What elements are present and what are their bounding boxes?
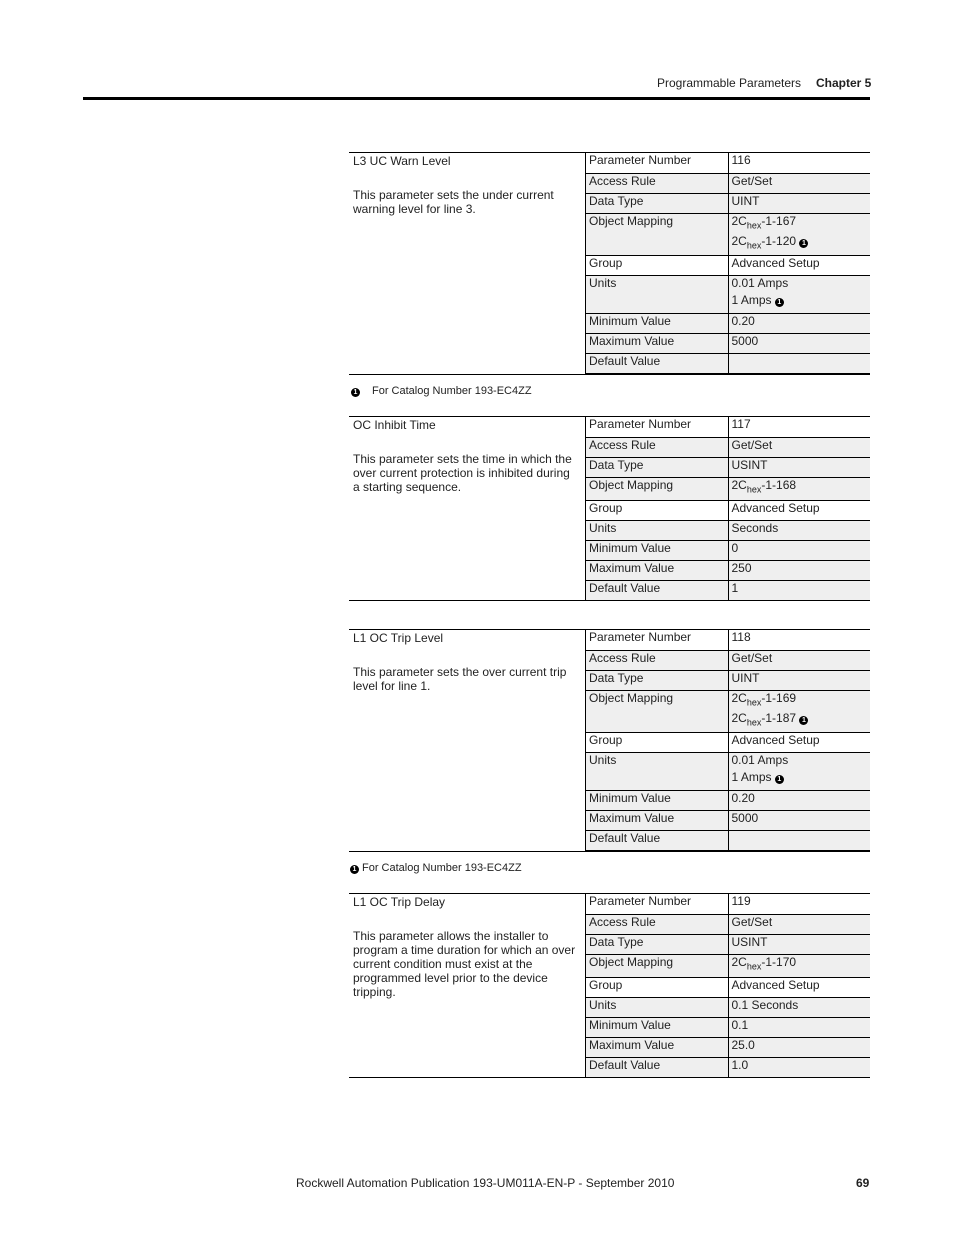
row-value (728, 752, 870, 790)
row-label: Data Type (586, 193, 729, 213)
footnote (350, 862, 522, 874)
row-label: Minimum Value (586, 313, 729, 333)
row-label: Minimum Value (586, 1017, 729, 1037)
row-value: 0.1 Seconds (728, 997, 870, 1017)
footnote-marker-icon: 1 (351, 388, 360, 397)
mapping-suffix: -1-169 (761, 690, 797, 705)
row-label: Default Value (586, 353, 729, 373)
mapping-suffix: -1-170 (761, 954, 797, 969)
row-label: Maximum Value (586, 333, 729, 353)
row-value: 25.0 (728, 1037, 870, 1057)
row-value: 118 (728, 630, 870, 650)
row-value (728, 830, 870, 850)
row-label: Default Value (586, 580, 729, 600)
row-label: Parameter Number (586, 894, 729, 914)
footnote-text: For Catalog Number 193-EC4ZZ (362, 862, 522, 874)
row-value: 0.1 (728, 1017, 870, 1037)
row-label: Object Mapping (586, 954, 729, 977)
row-value: USINT (728, 457, 870, 477)
param-block-118 (349, 629, 870, 852)
param-description-column (349, 894, 585, 1077)
object-mapping-line (732, 214, 868, 232)
row-value: USINT (728, 934, 870, 954)
row-value: Seconds (728, 520, 870, 540)
row-value: 1 (728, 580, 870, 600)
param-properties-table (585, 153, 870, 374)
row-value: Advanced Setup (728, 255, 870, 275)
mapping-suffix: -1-167 (761, 213, 797, 228)
mapping-subscript: hex (746, 960, 762, 971)
param-properties-table (585, 894, 870, 1078)
header-section-title: Programmable Parameters (657, 76, 802, 90)
footnote-marker-icon: 1 (799, 239, 808, 248)
param-properties-table (585, 630, 870, 851)
footnote (351, 385, 532, 397)
row-label: Parameter Number (586, 630, 729, 650)
mapping-suffix: -1-120 (761, 233, 797, 248)
row-value: Advanced Setup (728, 500, 870, 520)
mapping-subscript: hex (746, 717, 762, 728)
param-description: This parameter allows the installer to program a time duration for which an over current condition must exist at the programmed level prior to the device tripping. (353, 929, 576, 999)
row-label: Minimum Value (586, 540, 729, 560)
footnote-marker-icon: 1 (799, 716, 808, 725)
param-block-116 (349, 152, 870, 375)
row-label: Object Mapping (586, 213, 729, 255)
footnote-text: For Catalog Number 193-EC4ZZ (372, 385, 532, 397)
param-description-column (349, 417, 585, 600)
row-label: Access Rule (586, 914, 729, 934)
row-label: Units (586, 997, 729, 1017)
row-value: 116 (728, 153, 870, 173)
param-name: L1 OC Trip Delay (353, 895, 446, 909)
row-label: Data Type (586, 457, 729, 477)
mapping-suffix: -1-168 (761, 477, 797, 492)
row-value: UINT (728, 670, 870, 690)
row-label: Default Value (586, 830, 729, 850)
row-label: Group (586, 977, 729, 997)
mapping-suffix: -1-187 (761, 710, 797, 725)
row-value (728, 353, 870, 373)
footnote-marker-icon: 1 (350, 865, 359, 874)
row-value (728, 275, 870, 313)
row-value: 0 (728, 540, 870, 560)
mapping-prefix: 2C (731, 477, 747, 492)
param-name: OC Inhibit Time (353, 418, 436, 432)
row-value: Get/Set (728, 437, 870, 457)
row-value: Get/Set (728, 173, 870, 193)
units-line: 0.01 Amps (731, 275, 789, 290)
units-line (732, 293, 868, 307)
row-label: Object Mapping (586, 690, 729, 732)
param-block-117 (349, 416, 870, 601)
row-label: Minimum Value (586, 790, 729, 810)
row-value: 119 (728, 894, 870, 914)
row-value: 0.20 (728, 313, 870, 333)
units-value: 1 Amps (731, 769, 772, 784)
row-value: Advanced Setup (728, 977, 870, 997)
object-mapping-line (732, 711, 868, 729)
row-value (728, 213, 870, 255)
row-value: Get/Set (728, 914, 870, 934)
units-line: 0.01 Amps (731, 752, 789, 767)
row-label: Units (586, 752, 729, 790)
mapping-prefix: 2C (731, 954, 747, 969)
row-label: Parameter Number (586, 417, 729, 437)
row-label: Access Rule (586, 650, 729, 670)
param-properties-table (585, 417, 870, 601)
row-value: 5000 (728, 810, 870, 830)
row-label: Parameter Number (586, 153, 729, 173)
row-value: 1.0 (728, 1057, 870, 1077)
mapping-prefix: 2C (731, 213, 747, 228)
footnote-marker-icon: 1 (775, 298, 784, 307)
row-label: Data Type (586, 670, 729, 690)
row-label: Maximum Value (586, 560, 729, 580)
row-value: Advanced Setup (728, 732, 870, 752)
row-label: Maximum Value (586, 1037, 729, 1057)
param-name: L3 UC Warn Level (353, 154, 451, 168)
param-block-119 (349, 893, 870, 1078)
row-label: Data Type (586, 934, 729, 954)
mapping-prefix: 2C (731, 690, 747, 705)
row-label: Group (586, 255, 729, 275)
param-description-column (349, 630, 585, 851)
row-label: Access Rule (586, 173, 729, 193)
mapping-subscript: hex (746, 696, 762, 707)
row-label: Maximum Value (586, 810, 729, 830)
row-value: 250 (728, 560, 870, 580)
param-name: L1 OC Trip Level (353, 631, 444, 645)
mapping-subscript: hex (746, 483, 762, 494)
row-label: Default Value (586, 1057, 729, 1077)
row-value: 117 (728, 417, 870, 437)
mapping-prefix: 2C (731, 233, 747, 248)
units-value: 1 Amps (731, 292, 772, 307)
param-description: This parameter sets the time in which the over current protection is inhibited during a starting sequence. (353, 452, 572, 494)
row-value: 0.20 (728, 790, 870, 810)
header-rule (83, 97, 870, 100)
mapping-prefix: 2C (731, 710, 747, 725)
row-label: Group (586, 732, 729, 752)
footer-publication: Rockwell Automation Publication 193-UM011A-EN-P - September 2010 (296, 1176, 675, 1190)
row-value: UINT (728, 193, 870, 213)
row-value (728, 690, 870, 732)
row-value (728, 477, 870, 500)
object-mapping-line (732, 234, 868, 252)
mapping-subscript: hex (746, 219, 762, 230)
row-value: 5000 (728, 333, 870, 353)
row-label: Units (586, 275, 729, 313)
object-mapping-line (732, 691, 868, 709)
footnote-marker-icon: 1 (775, 775, 784, 784)
header-chapter: Chapter 5 (816, 76, 872, 90)
row-label: Units (586, 520, 729, 540)
units-line (732, 770, 868, 784)
row-label: Access Rule (586, 437, 729, 457)
param-description: This parameter sets the under current warning level for line 3. (353, 188, 554, 216)
row-label: Group (586, 500, 729, 520)
param-description: This parameter sets the over current trip level for line 1. (353, 665, 567, 693)
param-description-column (349, 153, 585, 374)
row-label: Object Mapping (586, 477, 729, 500)
row-value: Get/Set (728, 650, 870, 670)
row-value (728, 954, 870, 977)
mapping-subscript: hex (746, 240, 762, 251)
page-number: 69 (856, 1176, 870, 1190)
